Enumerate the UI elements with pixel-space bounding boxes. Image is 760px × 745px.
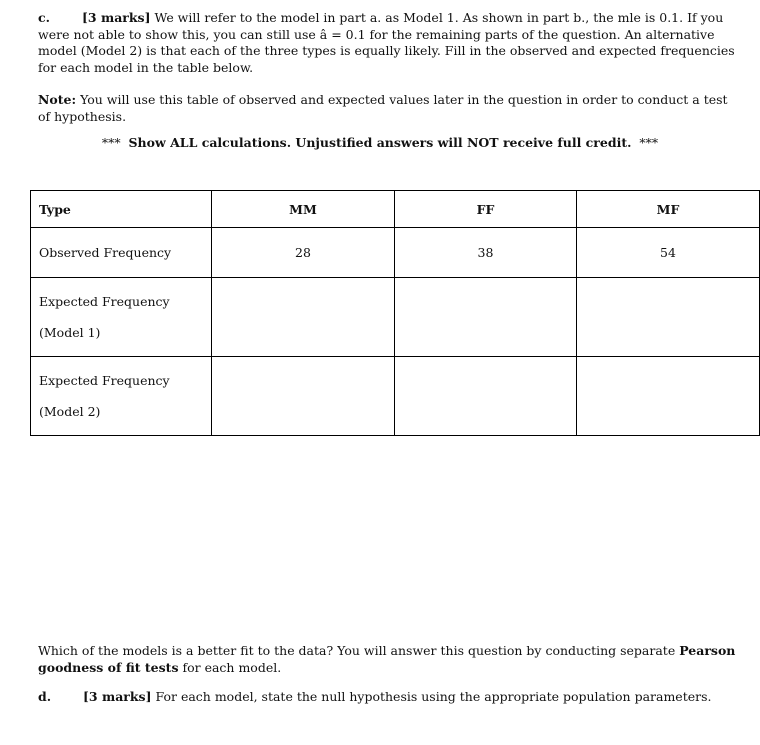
expected-model2-line2: (Model 2) xyxy=(39,404,101,419)
observed-mm: 28 xyxy=(212,228,395,278)
table-row-observed xyxy=(31,228,760,278)
part-c-marks: [3 marks] xyxy=(82,10,151,25)
table-row-expected-model2 xyxy=(31,357,760,436)
expected-model1-mf-cell[interactable] xyxy=(577,278,760,357)
frequency-table xyxy=(30,190,760,436)
question-paragraph xyxy=(38,643,742,676)
instruction-stars-left: *** xyxy=(101,135,121,150)
part-c-paragraph xyxy=(38,10,742,76)
expected-model2-mf-cell[interactable] xyxy=(577,357,760,436)
note-paragraph xyxy=(38,92,742,125)
expected-model2-ff-cell[interactable] xyxy=(395,357,577,436)
instruction-line xyxy=(0,135,760,150)
question-bold: Pearson goodness of fit tests xyxy=(38,643,736,675)
expected-model2-line1: Expected Frequency xyxy=(39,373,170,388)
observed-ff: 38 xyxy=(395,228,577,278)
header-type: Type xyxy=(31,191,212,228)
expected-model1-line1: Expected Frequency xyxy=(39,294,170,309)
expected-model2-mm-cell[interactable] xyxy=(212,357,395,436)
note-label: Note: xyxy=(38,92,77,107)
observed-mf: 54 xyxy=(577,228,760,278)
part-c-text: We will refer to the model in part a. as Model 1. As shown in part b., the mle is 0.1. If you were not able to show this, you can still use â = 0.1 for the remaining parts of the question. An alternative model (Model 2) is that each of the three types is equally likely. Fill in the observed and expected frequencies for each model in the table below. xyxy=(38,10,735,75)
note-text: You will use this table of observed and expected values later in the question in order to conduct a test of hypothesis. xyxy=(38,92,728,124)
part-d-label: d. xyxy=(38,689,52,704)
part-d-marks: [3 marks] xyxy=(83,689,152,704)
header-ff: FF xyxy=(395,191,577,228)
question-text-start: Which of the models is a better fit to the data? You will answer this question by conducting separate xyxy=(38,643,676,658)
table-row-expected-model1 xyxy=(31,278,760,357)
table-header-row xyxy=(31,191,760,228)
expected-model1-ff-cell[interactable] xyxy=(395,278,577,357)
part-d-text: For each model, state the null hypothesis using the appropriate population parameters. xyxy=(155,689,712,704)
expected-model2-label xyxy=(31,357,212,436)
header-mf: MF xyxy=(577,191,760,228)
header-mm: MM xyxy=(212,191,395,228)
expected-model1-label xyxy=(31,278,212,357)
expected-model1-line2: (Model 1) xyxy=(39,325,101,340)
part-d-line xyxy=(83,689,711,704)
expected-model1-mm-cell[interactable] xyxy=(212,278,395,357)
part-c-label: c. xyxy=(38,10,50,25)
instruction-text: Show ALL calculations. Unjustified answers will NOT receive full credit. xyxy=(128,135,632,150)
instruction-stars-right: *** xyxy=(639,135,659,150)
observed-label: Observed Frequency xyxy=(31,228,212,278)
question-text-end: for each model. xyxy=(182,659,282,675)
